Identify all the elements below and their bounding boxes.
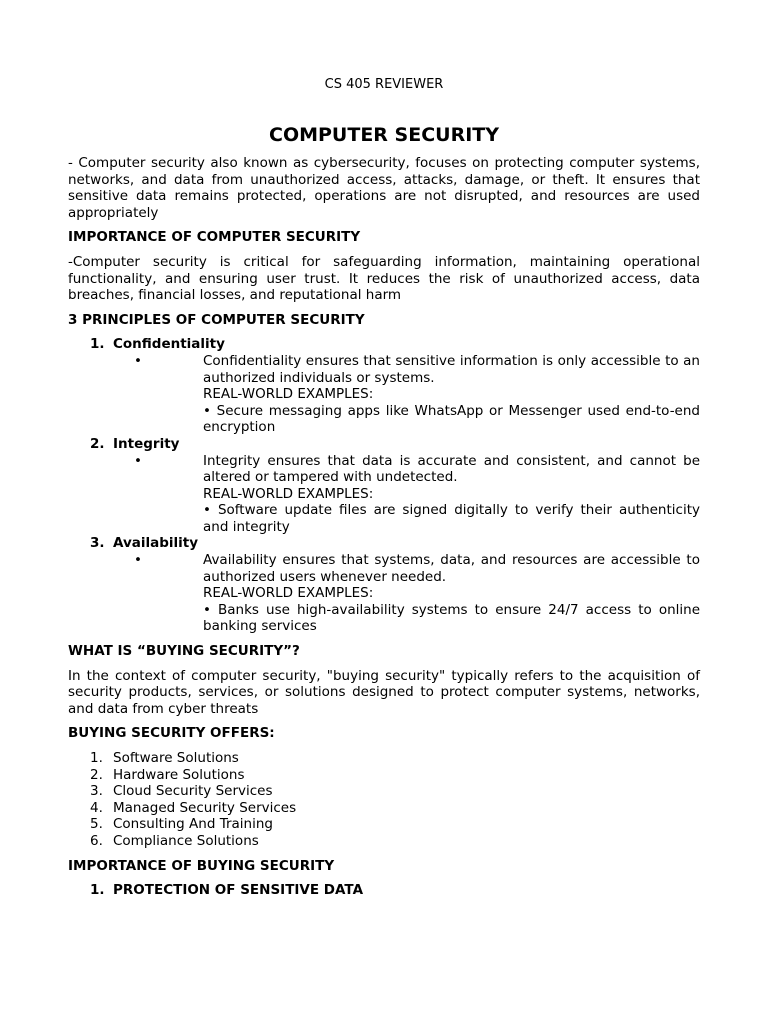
importance-heading: IMPORTANCE OF COMPUTER SECURITY <box>68 229 361 246</box>
importance-paragraph: -Computer security is critical for safeguarding information, maintaining operational functionality, and ensuring user trust. It reduces the risk of unauthorized access, data breaches, financial losses, and reputational harm <box>68 253 700 304</box>
page-title: COMPUTER SECURITY <box>269 124 499 146</box>
list-number: 1. <box>90 750 103 766</box>
list-item <box>68 833 700 850</box>
examples-label: REAL-WORLD EXAMPLES: <box>203 386 374 403</box>
list-item <box>68 767 700 784</box>
principle-number: 1. <box>90 336 105 353</box>
principle-title: Confidentiality <box>113 336 225 353</box>
list-label: Software Solutions <box>113 750 239 766</box>
principle-number: 3. <box>90 535 105 552</box>
list-number: 3. <box>90 783 103 800</box>
principle-item <box>68 535 700 635</box>
list-number: 2. <box>90 766 103 783</box>
list-label: Managed Security Services <box>113 799 297 816</box>
importance-buying-list <box>68 882 700 899</box>
principle-item <box>68 336 700 436</box>
principles-list <box>68 336 700 635</box>
principle-item <box>68 436 700 536</box>
list-item <box>68 783 700 800</box>
principle-description: Integrity ensures that data is accurate and consistent, and cannot be altered or tampered with undetected. <box>203 452 700 486</box>
offers-list <box>68 750 700 850</box>
list-item <box>68 800 700 817</box>
bullet-dot: • <box>134 552 142 569</box>
document-body <box>68 155 700 907</box>
principle-bullet <box>134 552 700 635</box>
list-number: 5. <box>90 816 103 833</box>
list-number: 6. <box>90 832 103 849</box>
list-number: 1. <box>90 882 105 899</box>
principle-title: Availability <box>113 535 199 552</box>
list-label: Consulting And Training <box>113 816 273 833</box>
list-item <box>68 816 700 833</box>
principle-title: Integrity <box>113 435 180 452</box>
principles-heading: 3 PRINCIPLES OF COMPUTER SECURITY <box>68 311 365 328</box>
offers-heading: BUYING SECURITY OFFERS: <box>68 725 275 742</box>
intro-paragraph: - Computer security also known as cybersecurity, focuses on protecting computer systems, networks, and data from unauthorized access, attacks, damage, or theft. It ensures that sensitive data remains protected, operations are not disrupted, and resources are used appropriately <box>68 155 700 221</box>
list-label: Hardware Solutions <box>113 766 245 783</box>
buying-paragraph: In the context of computer security, "buying security" typically refers to the acquisition of security products, services, or solutions designed to protect computer systems, networks, and data from cyber threats <box>68 667 700 717</box>
examples-label: REAL-WORLD EXAMPLES: <box>203 585 374 602</box>
importance-buying-heading: IMPORTANCE OF BUYING SECURITY <box>68 857 335 874</box>
principle-bullet <box>134 352 700 436</box>
list-label: Compliance Solutions <box>113 832 259 849</box>
list-item <box>68 882 700 899</box>
principle-bullet <box>134 452 700 536</box>
list-label: Cloud Security Services <box>113 783 273 800</box>
principle-number: 2. <box>90 435 105 452</box>
example-text: • Software update files are signed digitally to verify their authenticity and integrity <box>203 502 700 535</box>
list-item <box>68 750 700 767</box>
example-text: • Secure messaging apps like WhatsApp or Messenger used end-to-end encryption <box>203 402 700 436</box>
bullet-dot: • <box>134 352 142 369</box>
examples-label: REAL-WORLD EXAMPLES: <box>203 485 374 502</box>
principle-description: Availability ensures that systems, data, and resources are accessible to authorized users whenever needed. <box>203 552 700 585</box>
page-header: CS 405 REVIEWER <box>324 77 444 92</box>
list-label: PROTECTION OF SENSITIVE DATA <box>113 882 364 899</box>
buying-heading: WHAT IS “BUYING SECURITY”? <box>68 643 300 660</box>
principle-description: Confidentiality ensures that sensitive information is only accessible to an authorized individuals or systems. <box>203 352 700 386</box>
example-text: • Banks use high-availability systems to ensure 24/7 access to online banking services <box>203 601 700 635</box>
bullet-dot: • <box>134 452 142 469</box>
list-number: 4. <box>90 799 103 816</box>
